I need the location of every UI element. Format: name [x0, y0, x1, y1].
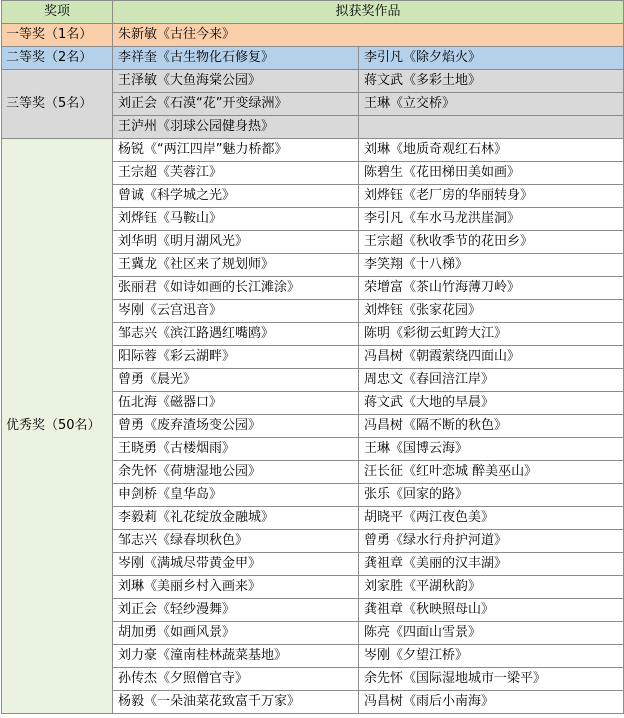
- work-cell: 王晓勇《古楼烟雨》: [113, 438, 359, 461]
- work-cell: [359, 116, 624, 139]
- work-cell: 阳际蓉《彩云湖畔》: [113, 346, 359, 369]
- work-cell: 周忠文《春回涪江岸》: [359, 369, 624, 392]
- header-row: [2, 1, 624, 24]
- work-cell: 陈亮《四面山雪景》: [359, 622, 624, 645]
- work-cell: 王泽敏《大鱼海棠公园》: [113, 70, 359, 93]
- work-cell: 冯昌树《雨后小南海》: [359, 691, 624, 714]
- work-cell: 余先怀《国际湿地城市一梁平》: [359, 668, 624, 691]
- work-cell: 刘正会《石漠“花”开变绿洲》: [113, 93, 359, 116]
- work-cell: 刘正会《轻纱漫舞》: [113, 599, 359, 622]
- work-cell: 刘力豪《潼南桂林蔬菜基地》: [113, 645, 359, 668]
- second-prize-work-2: 李引凡《除夕焰火》: [359, 47, 624, 70]
- work-cell: 刘烨钰《马鞍山》: [113, 208, 359, 231]
- work-cell: 申剑桥《皇华岛》: [113, 484, 359, 507]
- excellent-prize-label: 优秀奖（50名）: [2, 139, 113, 714]
- work-cell: 冯昌树《隔不断的秋色》: [359, 415, 624, 438]
- work-cell: 蒋文武《多彩土地》: [359, 70, 624, 93]
- work-cell: 王宗超《秋收季节的花田乡》: [359, 231, 624, 254]
- work-cell: 岑刚《夕望江桥》: [359, 645, 624, 668]
- work-cell: 曾勇《晨光》: [113, 369, 359, 392]
- work-cell: 王冀龙《社区来了规划师》: [113, 254, 359, 277]
- first-prize-label: 一等奖（1名）: [2, 24, 113, 47]
- work-cell: 杨锐《“两江四岸”魅力桥都》: [113, 139, 359, 162]
- work-cell: 王泸州《羽球公园健身热》: [113, 116, 359, 139]
- work-cell: 荣增富《茶山竹海薄刀岭》: [359, 277, 624, 300]
- work-cell: 陈明《彩彻云虹跨大江》: [359, 323, 624, 346]
- work-cell: 刘家胜《平湖秋韵》: [359, 576, 624, 599]
- work-cell: 刘烨钰《张家花园》: [359, 300, 624, 323]
- work-cell: 曾勇《废弃渣场变公园》: [113, 415, 359, 438]
- work-cell: 王宗超《芙蓉江》: [113, 162, 359, 185]
- work-cell: 胡晓平《两江夜色美》: [359, 507, 624, 530]
- first-prize-row: [2, 24, 624, 47]
- work-cell: 蒋文武《大地的早晨》: [359, 392, 624, 415]
- work-cell: 刘琳《地质奇观红石林》: [359, 139, 624, 162]
- work-cell: 邹志兴《绿春坝秋色》: [113, 530, 359, 553]
- work-cell: 胡加勇《如画风景》: [113, 622, 359, 645]
- work-cell: 龚祖章《秋映照母山》: [359, 599, 624, 622]
- third-prize-row: [2, 70, 624, 93]
- first-prize-work: 朱新敏《古往今来》: [113, 24, 624, 47]
- award-column-header: 奖项: [2, 1, 113, 24]
- work-cell: 孙传杰《夕照僧官寺》: [113, 668, 359, 691]
- work-cell: 刘华明《明月湖风光》: [113, 231, 359, 254]
- work-cell: 李引凡《车水马龙洪崖洞》: [359, 208, 624, 231]
- work-cell: 陈碧生《花田梯田美如画》: [359, 162, 624, 185]
- work-cell: 李笑翔《十八梯》: [359, 254, 624, 277]
- work-cell: 王琳《国博云海》: [359, 438, 624, 461]
- work-cell: 杨毅《一朵油菜花致富千万家》: [113, 691, 359, 714]
- third-prize-label: 三等奖（5名）: [2, 70, 113, 139]
- work-cell: 邹志兴《滨江路遇红嘴鸥》: [113, 323, 359, 346]
- excellent-prize-row: [2, 139, 624, 162]
- work-cell: 岑刚《满城尽带黄金甲》: [113, 553, 359, 576]
- works-column-header: 拟获奖作品: [113, 1, 624, 24]
- work-cell: 汪长征《红叶恋城 醉美巫山》: [359, 461, 624, 484]
- second-prize-row: [2, 47, 624, 70]
- second-prize-work-1: 李祥奎《古生物化石修复》: [113, 47, 359, 70]
- work-cell: 张乐《回家的路》: [359, 484, 624, 507]
- work-cell: 曾勇《绿水行舟护河道》: [359, 530, 624, 553]
- award-table: [1, 0, 624, 714]
- work-cell: 余先怀《荷塘湿地公园》: [113, 461, 359, 484]
- work-cell: 刘烨钰《老厂房的华丽转身》: [359, 185, 624, 208]
- work-cell: 冯昌树《朝霞萦绕四面山》: [359, 346, 624, 369]
- work-cell: 李毅莉《礼花绽放金融城》: [113, 507, 359, 530]
- work-cell: 王琳《立交桥》: [359, 93, 624, 116]
- work-cell: 龚祖章《美丽的汉丰湖》: [359, 553, 624, 576]
- work-cell: 伍北海《磁器口》: [113, 392, 359, 415]
- work-cell: 岑刚《云宫迅音》: [113, 300, 359, 323]
- award-table-body: [2, 1, 624, 714]
- work-cell: 张丽君《如诗如画的长江滩涂》: [113, 277, 359, 300]
- work-cell: 刘琳《美丽乡村入画来》: [113, 576, 359, 599]
- second-prize-label: 二等奖（2名）: [2, 47, 113, 70]
- work-cell: 曾诚《科学城之光》: [113, 185, 359, 208]
